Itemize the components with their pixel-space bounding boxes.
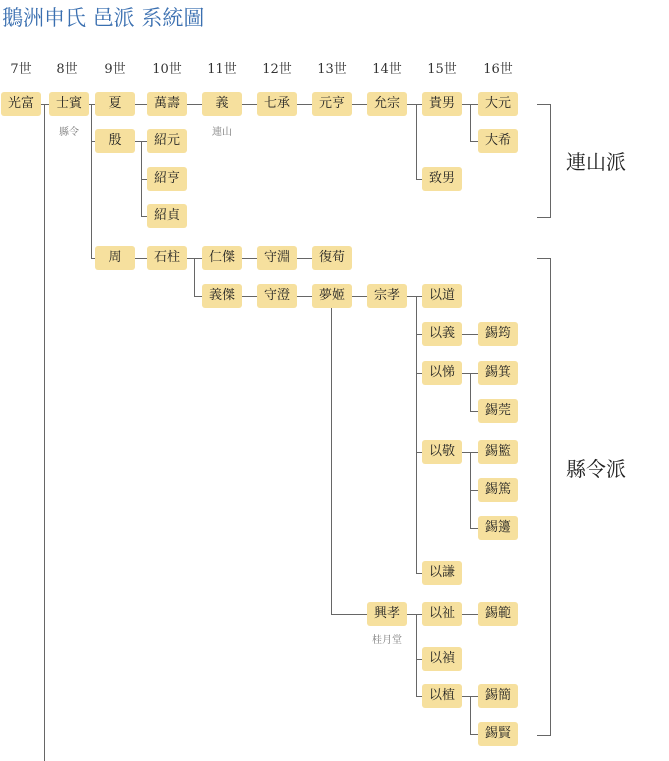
node-yijing: 以敬 [422,440,462,464]
node-shaozhen: 紹貞 [147,204,187,228]
generation-label-14: 14世 [372,62,402,77]
node-yi: 義 [202,92,242,116]
node-xiqi: 錫箕 [478,361,518,385]
node-zhou: 周 [95,246,135,270]
node-yizhen: 以禎 [422,647,462,671]
node-yidao: 以道 [422,284,462,308]
page-title: 鵝洲申氏 邑派 系統圖 [2,6,205,30]
branch-label-lianshan: 連山派 [566,150,626,174]
node-yiqian: 以謙 [422,561,462,585]
node-shaoheng: 紹亨 [147,167,187,191]
node-zongxiao: 宗孝 [367,284,407,308]
node-yizhi: 以祉 [422,602,462,626]
node-guangfu: 光富 [1,92,41,116]
generation-label-10: 10世 [152,62,182,77]
node-xiyan: 錫莞 [478,399,518,423]
node-xifan: 錫範 [478,602,518,626]
node-xia: 夏 [95,92,135,116]
node-xibian: 錫籩 [478,516,518,540]
node-guinan: 貴男 [422,92,462,116]
node-yijie: 義傑 [202,284,242,308]
note-shibin: 縣令 [59,127,79,138]
generation-label-16: 16世 [483,62,513,77]
node-xixian: 錫賢 [478,722,518,746]
node-xidu: 錫篤 [478,478,518,502]
node-fuxun: 復荀 [312,246,352,270]
generation-label-12: 12世 [262,62,292,77]
node-wanshou: 萬壽 [147,92,187,116]
node-mengji: 夢姬 [312,284,352,308]
note-yi: 連山 [212,127,232,138]
node-shibin: 士賓 [49,92,89,116]
generation-label-15: 15世 [427,62,457,77]
node-renjie: 仁傑 [202,246,242,270]
node-qicheng: 七承 [257,92,297,116]
generation-label-11: 11世 [207,62,237,77]
node-yiyi: 以義 [422,322,462,346]
node-yunzong: 允宗 [367,92,407,116]
node-yin: 殷 [95,129,135,153]
node-yizhi2: 以植 [422,684,462,708]
generation-label-8: 8世 [56,62,78,77]
node-shaoyuan: 紹元 [147,129,187,153]
generation-label-7: 7世 [10,62,32,77]
node-daxi: 大希 [478,129,518,153]
node-yuanheng: 元亨 [312,92,352,116]
node-zhinan: 致男 [422,167,462,191]
node-xiyun: 錫筠 [478,322,518,346]
node-yiti: 以悌 [422,361,462,385]
node-dayuan: 大元 [478,92,518,116]
node-xingxiao: 興孝 [367,602,407,626]
note-xingxiao: 桂月堂 [372,635,402,646]
branch-label-xianling: 縣令派 [566,457,626,481]
generation-label-13: 13世 [317,62,347,77]
node-shouyuan: 守淵 [257,246,297,270]
generation-label-9: 9世 [104,62,126,77]
node-xilan: 錫籃 [478,440,518,464]
node-xijian: 錫簡 [478,684,518,708]
node-shizhu: 石柱 [147,246,187,270]
node-shoucheng: 守澄 [257,284,297,308]
